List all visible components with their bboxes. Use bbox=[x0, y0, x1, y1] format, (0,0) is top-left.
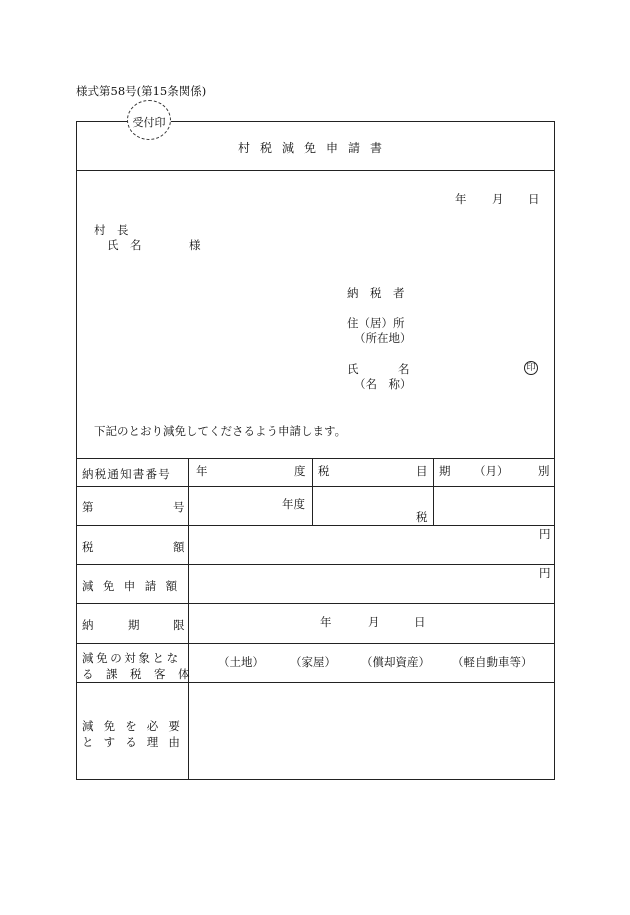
reception-stamp-label: 受付印 bbox=[132, 116, 166, 129]
addressee-name-label: 氏 名 bbox=[107, 238, 142, 252]
tax-amount-label-b: 額 bbox=[173, 540, 185, 554]
deadline-year: 年 bbox=[320, 615, 332, 629]
tax-amount-label-a: 税 bbox=[82, 540, 94, 554]
object-label-line2: る課税客体 bbox=[82, 667, 202, 681]
deadline-label-c: 限 bbox=[173, 618, 185, 632]
tax-period-divider bbox=[433, 458, 434, 525]
name-label-b: 名 bbox=[398, 362, 410, 376]
period-col-b: （月） bbox=[474, 464, 509, 478]
address-label: 住（居）所 bbox=[347, 316, 405, 330]
date-month: 月 bbox=[492, 192, 504, 206]
object-house: （家屋） bbox=[290, 655, 336, 669]
tax-suffix-label: 税 bbox=[416, 510, 428, 524]
period-col-c: 別 bbox=[538, 464, 550, 478]
address-sub-label: （所在地） bbox=[354, 331, 412, 345]
tax-col-b: 目 bbox=[416, 464, 428, 478]
table-line-2 bbox=[76, 525, 555, 526]
reason-label-line2: とする理由 bbox=[82, 735, 190, 749]
year-tax-divider bbox=[312, 458, 313, 525]
object-land: （土地） bbox=[218, 655, 264, 669]
addressee-title: 村 長 bbox=[94, 223, 129, 237]
year-col-b: 度 bbox=[294, 464, 306, 478]
reason-label-line1: 減免を必要 bbox=[82, 719, 190, 733]
yen-unit-2: 円 bbox=[539, 566, 551, 580]
table-line-5 bbox=[76, 643, 555, 644]
tax-col-a: 税 bbox=[318, 464, 330, 478]
table-line-4 bbox=[76, 603, 555, 604]
fiscal-year-label: 年度 bbox=[282, 497, 305, 511]
exemption-amount-label: 減免申請額 bbox=[82, 579, 187, 593]
title-divider bbox=[76, 170, 555, 171]
deadline-day: 日 bbox=[414, 615, 426, 629]
table-line-3 bbox=[76, 564, 555, 565]
table-line-6 bbox=[76, 682, 555, 683]
period-col-a: 期 bbox=[439, 464, 451, 478]
deadline-month: 月 bbox=[368, 615, 380, 629]
seal-mark: 印 bbox=[524, 361, 538, 375]
name-sub-label: （名 称） bbox=[354, 377, 412, 391]
addressee-honorific: 様 bbox=[189, 238, 201, 252]
request-statement: 下記のとおり減免してくださるよう申請します。 bbox=[94, 424, 347, 438]
number-label-b: 号 bbox=[173, 500, 185, 514]
taxpayer-label: 納 税 者 bbox=[347, 286, 405, 300]
object-label-line1: 減免の対象とな bbox=[82, 651, 181, 665]
object-light-vehicle: （軽自動車等） bbox=[452, 655, 533, 669]
name-label-a: 氏 bbox=[347, 362, 359, 376]
date-year: 年 bbox=[455, 192, 467, 206]
form-title: 村税減免申請書 bbox=[237, 141, 392, 155]
date-day: 日 bbox=[528, 192, 540, 206]
object-depreciable-assets: （償却資産） bbox=[361, 655, 430, 669]
form-number: 様式第58号(第15条関係) bbox=[76, 84, 207, 98]
deadline-label-a: 納 bbox=[82, 618, 94, 632]
year-col-a: 年 bbox=[196, 464, 208, 478]
yen-unit-1: 円 bbox=[539, 527, 551, 541]
notice-number-label: 納税通知書番号 bbox=[82, 467, 171, 481]
table-top-line bbox=[76, 458, 555, 459]
number-label-a: 第 bbox=[82, 500, 94, 514]
deadline-label-b: 期 bbox=[128, 618, 140, 632]
table-line-1 bbox=[76, 486, 555, 487]
